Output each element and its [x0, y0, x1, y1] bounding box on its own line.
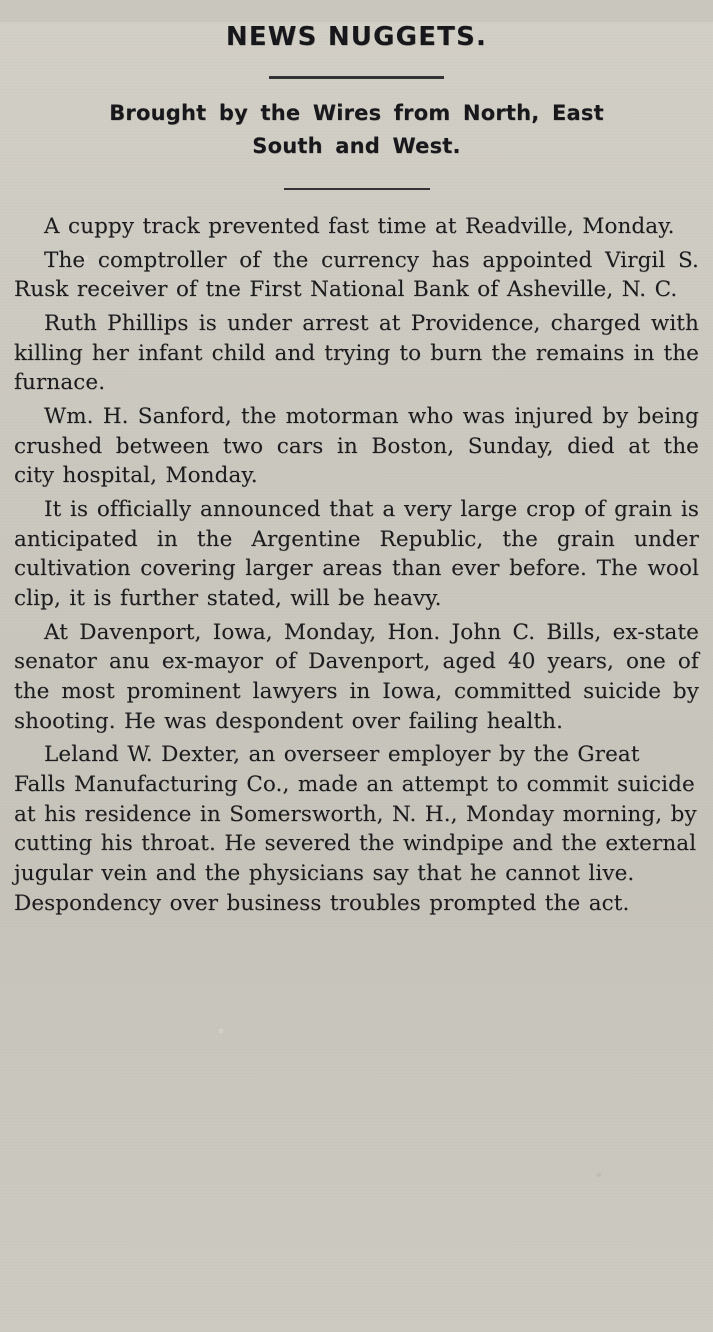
divider-bottom	[284, 188, 430, 190]
article-paragraph: Leland W. Dexter, an overseer employer by the Great Falls Manufacturing Co., made an attempt to commit suicide at his residence in Somersworth, N. H., Monday morning, by cutting his throat. He severed the windpipe and the external jugular vein and the physicians say that he cannot live. Despondency over business troubles prompted the act.	[14, 742, 697, 916]
subheadline	[20, 97, 693, 162]
newspaper-clipping	[0, 22, 713, 1332]
article-paragraph: Wm. H. Sanford, the motorman who was injured by being crushed between two cars in Boston, Sunday, died at the city hospital, Monday.	[14, 404, 699, 489]
divider-top	[269, 76, 444, 79]
article-paragraph: Ruth Phillips is under arrest at Providence, charged with killing her infant child and trying to burn the remains in the furnace.	[14, 311, 699, 396]
article-paragraph: The comptroller of the currency has appointed Virgil S. Rusk receiver of tne First National Bank of Asheville, N. C.	[14, 247, 699, 303]
subheadline-line-1: Brought by the Wires from North, East	[109, 101, 604, 125]
article-paragraph: At Davenport, Iowa, Monday, Hon. John C. Bills, ex-state senator anu ex-mayor of Davenport, aged 40 years, one of the most prominent lawyers in Iowa, committed suicide by shooting. He was despondent over failing health.	[14, 619, 699, 734]
article-body	[14, 212, 699, 918]
article-paragraph: A cuppy track prevented fast time at Readville, Monday.	[44, 214, 675, 240]
subheadline-line-2: South and West.	[252, 133, 461, 158]
page-title: NEWS NUGGETS.	[225, 22, 488, 52]
article-paragraph: It is officially announced that a very large crop of grain is anticipated in the Argentine Republic, the grain under cultivation covering larger areas than ever before. The wool clip, it is further stated, will be heavy.	[14, 497, 699, 611]
